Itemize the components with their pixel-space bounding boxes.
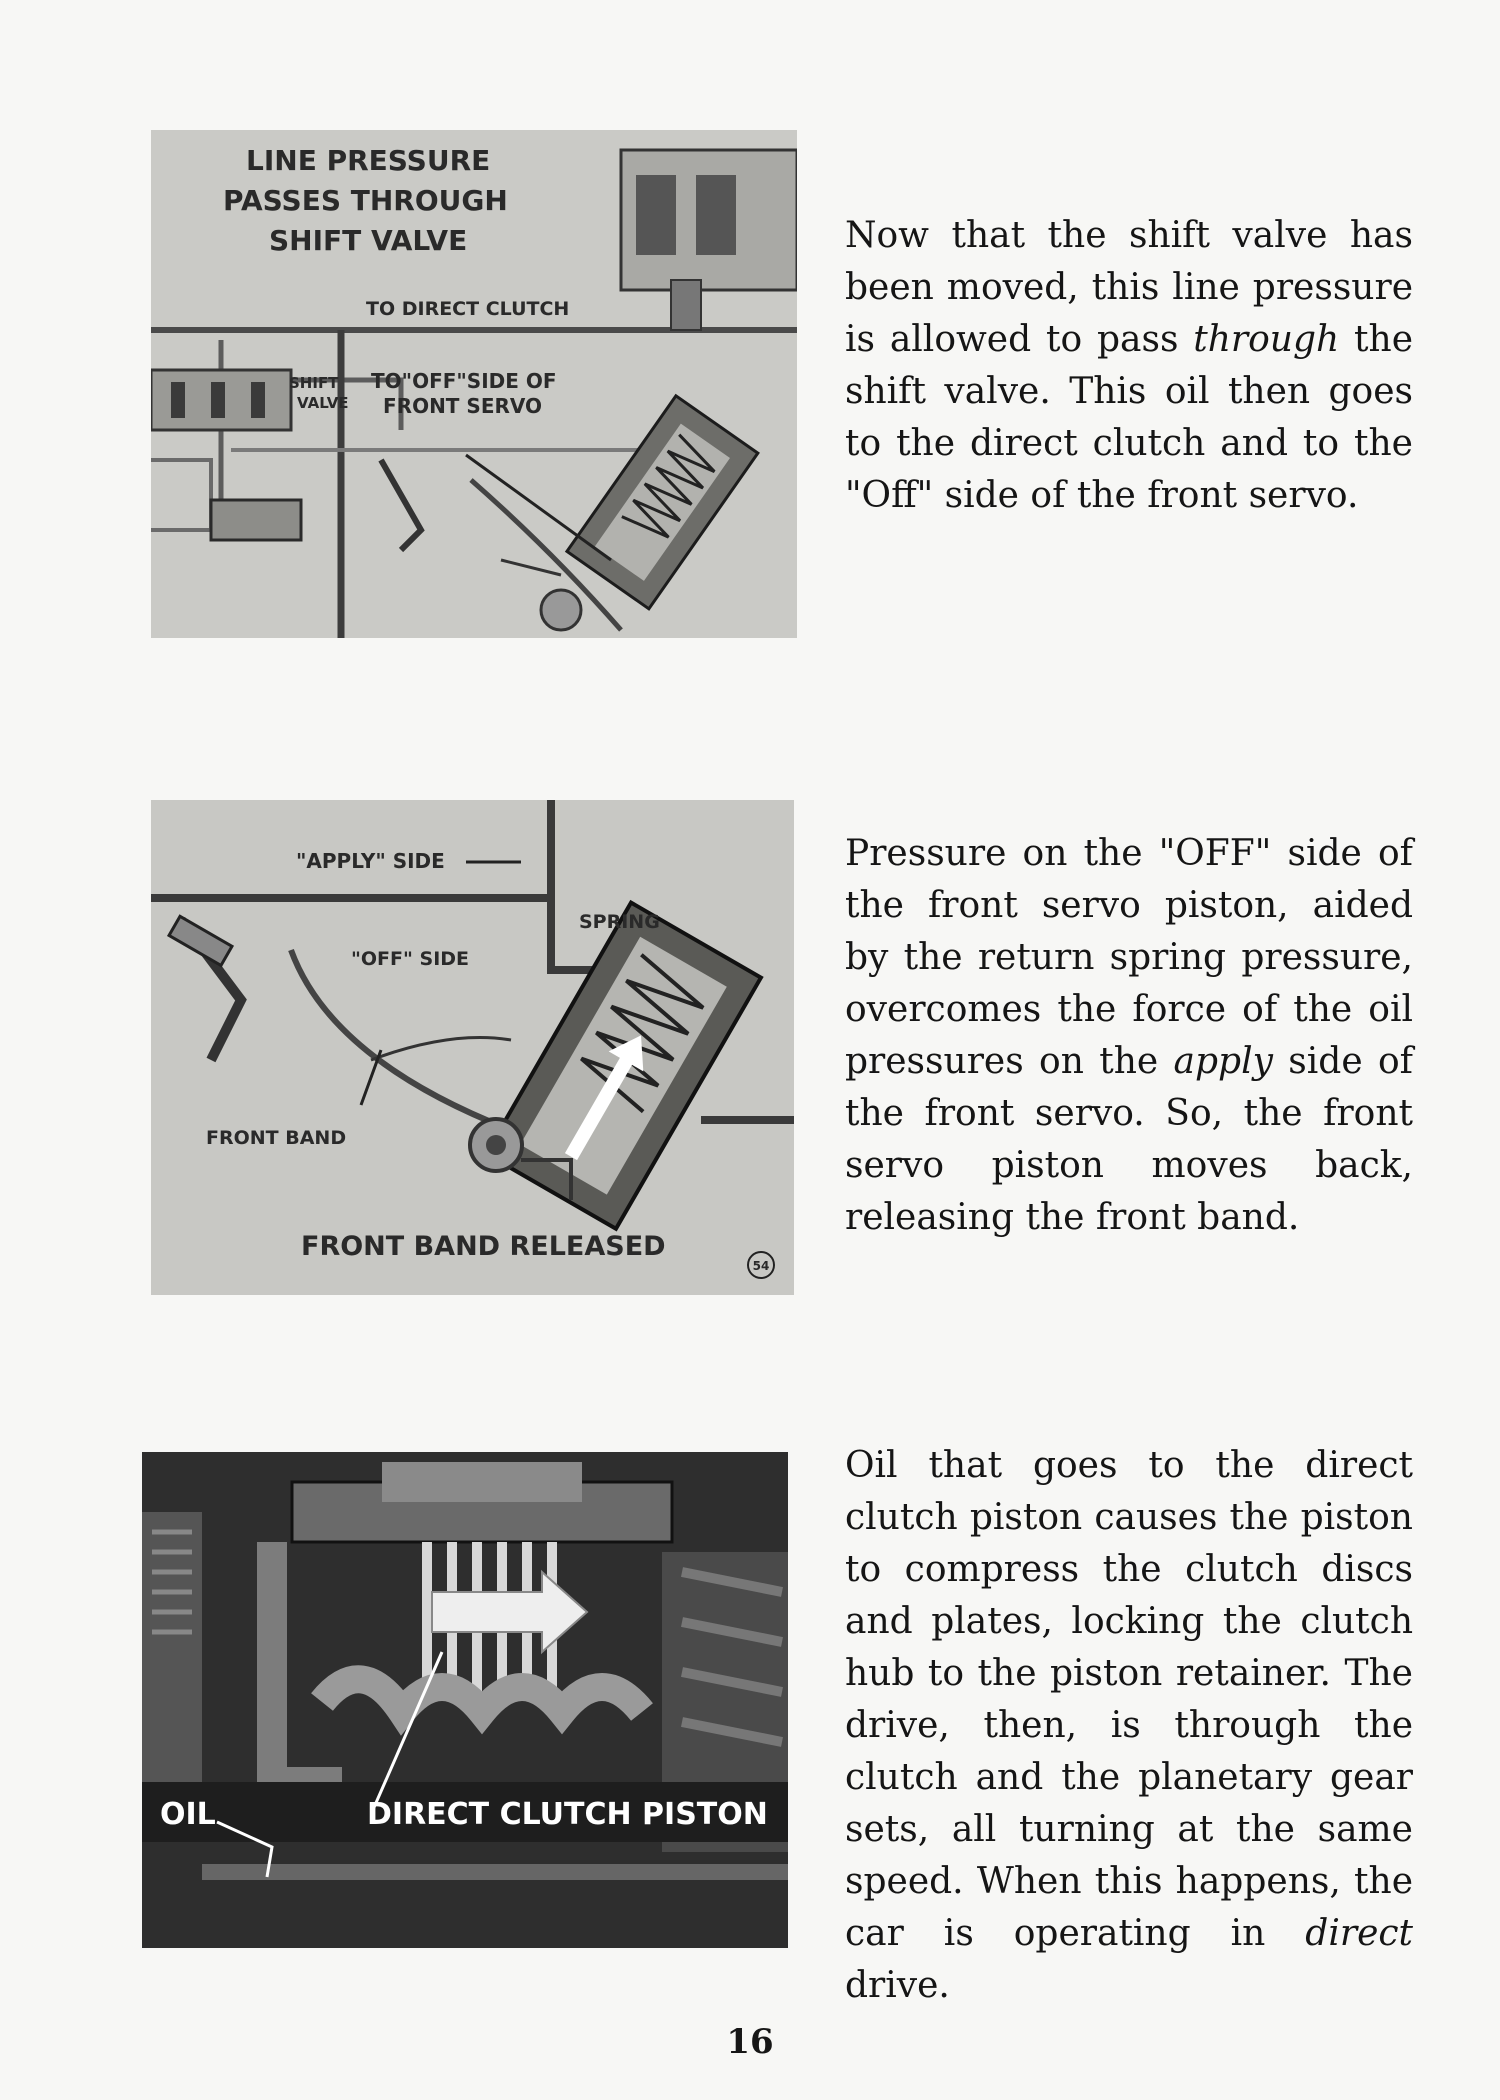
figure1-title-line3: SHIFT VALVE	[269, 224, 468, 257]
paragraph-shift-valve	[845, 210, 1413, 522]
figure-front-band-released	[151, 800, 794, 1295]
figure2-label-spring: SPRING	[579, 911, 660, 933]
paragraph2-text-after: side of the front servo. So, the front servo piston moves back, releasing the front band.	[845, 1041, 1413, 1238]
figure1-label-direct-clutch: TO DIRECT CLUTCH	[366, 298, 570, 320]
shift-valve-illustration	[151, 130, 797, 638]
front-band-illustration	[151, 800, 794, 1295]
figure3-label-oil: OIL	[160, 1797, 216, 1832]
paragraph1-text-before: Now that the shift valve has been moved, this line pressure is allowed to pass	[845, 215, 1413, 360]
paragraph-direct-clutch	[845, 1440, 1413, 2012]
paragraph-front-servo	[845, 828, 1413, 1244]
page-number: 16	[726, 2022, 774, 2062]
figure1-label-off-line2: FRONT SERVO	[383, 394, 543, 418]
figure-direct-clutch-piston	[142, 1452, 788, 1948]
figure2-label-front-band: FRONT BAND	[206, 1127, 347, 1149]
figure1-label-off-line1: TO"OFF"SIDE OF	[371, 369, 557, 393]
paragraph3-text-after: drive.	[845, 1965, 950, 2006]
figure1-title-line2: PASSES THROUGH	[223, 184, 508, 217]
paragraph2-text-before: Pressure on the "OFF" side of the front servo piston, aided by the return spring pressure, overcomes the force of the oil pressures on the	[845, 833, 1413, 1082]
figure1-title-line1: LINE PRESSURE	[246, 144, 491, 177]
figure-shift-valve-diagram	[151, 130, 797, 638]
direct-clutch-illustration	[142, 1452, 788, 1948]
figure2-caption: FRONT BAND RELEASED	[301, 1231, 666, 1262]
paragraph1-text-after: the shift valve. This oil then goes to the direct clutch and to the "Off" side of the front servo.	[845, 319, 1413, 516]
paragraph3-text-before: Oil that goes to the direct clutch piston causes the piston to compress the clutch discs and plates, locking the clutch hub to the piston retainer. The drive, then, is through the clutch and the planetary gear sets, all turning at the same speed. When this happens, the car is operating in	[845, 1445, 1413, 1954]
paragraph1-emphasis: through	[1193, 319, 1340, 360]
paragraph3-emphasis: direct	[1305, 1913, 1413, 1954]
figure1-label-shift-line1: SHIFT	[289, 374, 339, 392]
figure2-label-apply: "APPLY" SIDE	[296, 849, 445, 873]
paragraph2-emphasis: apply	[1173, 1041, 1273, 1082]
figure2-label-off: "OFF" SIDE	[351, 948, 470, 970]
figure3-label-piston: DIRECT CLUTCH PISTON	[367, 1797, 768, 1832]
figure2-number: 54	[752, 1259, 770, 1273]
figure1-label-shift-line2: VALVE	[297, 394, 349, 412]
